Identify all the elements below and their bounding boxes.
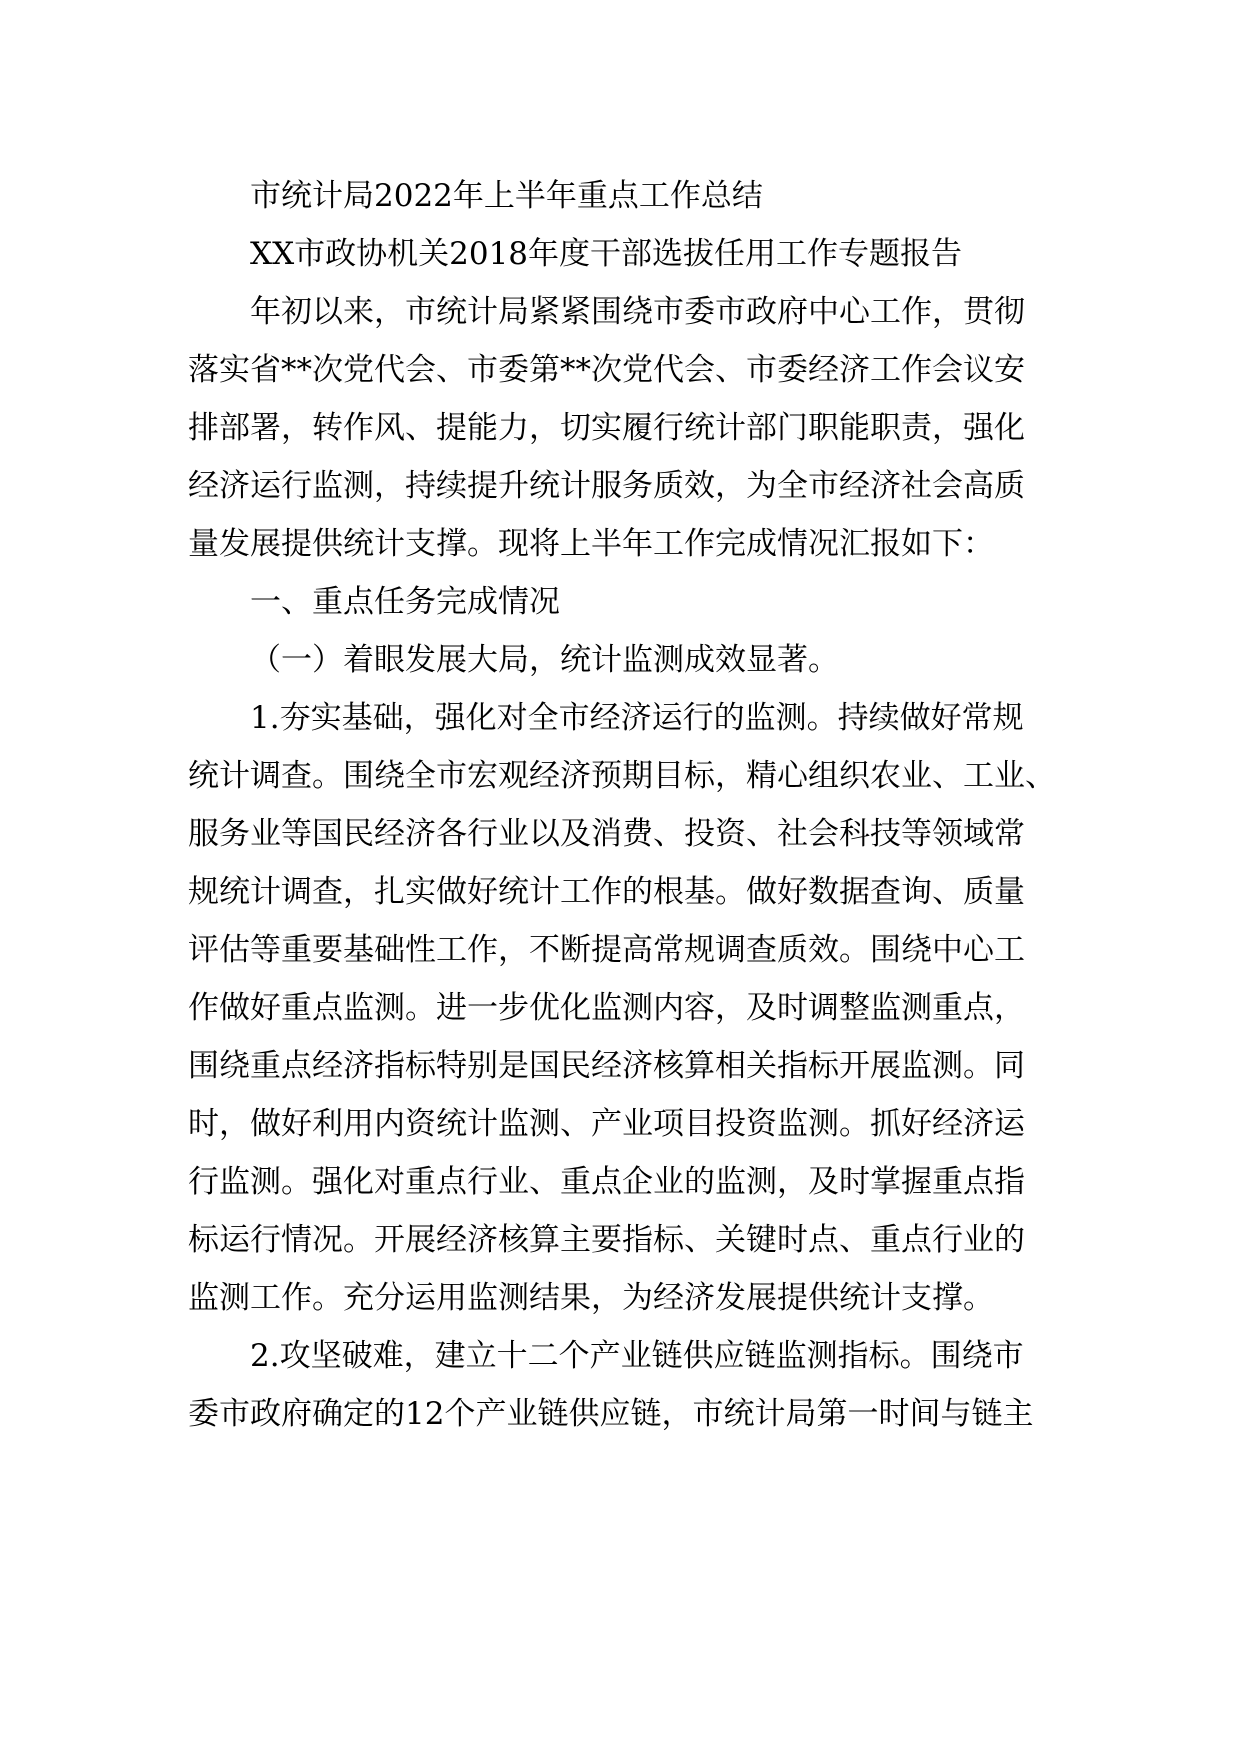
paragraph-item1-line: 统计调查。围绕全市宏观经济预期目标，精心组织农业、工业、 (188, 758, 1056, 794)
paragraph-item1-line: 规统计调查，扎实做好统计工作的根基。做好数据查询、质量 (188, 874, 1025, 910)
paragraph-item2-line: 委市政府确定的12个产业链供应链，市统计局第一时间与链主 (188, 1396, 1034, 1432)
document-title: 市统计局2022年上半年重点工作总结 (250, 178, 763, 214)
paragraph-intro-line: 年初以来，市统计局紧紧围绕市委市政府中心工作，贯彻 (250, 294, 1025, 330)
paragraph-item1-line: 监测工作。充分运用监测结果，为经济发展提供统计支撑。 (188, 1280, 994, 1316)
paragraph-item1-line: 服务业等国民经济各行业以及消费、投资、社会科技等领域常 (188, 816, 1025, 852)
paragraph-intro-line: 落实省**次党代会、市委第**次党代会、市委经济工作会议安 (188, 352, 1025, 388)
paragraph-item1-line: 时，做好利用内资统计监测、产业项目投资监测。抓好经济运 (188, 1106, 1025, 1142)
paragraph-item1-line: 1.夯实基础，强化对全市经济运行的监测。持续做好常规 (250, 700, 1024, 736)
paragraph-item1-line: 作做好重点监测。进一步优化监测内容，及时调整监测重点， (188, 990, 1025, 1026)
paragraph-intro-line: 量发展提供统计支撑。现将上半年工作完成情况汇报如下： (188, 526, 994, 562)
paragraph-item1-line: 标运行情况。开展经济核算主要指标、关键时点、重点行业的 (188, 1222, 1025, 1258)
paragraph-intro-line: 经济运行监测，持续提升统计服务质效，为全市经济社会高质 (188, 468, 1025, 504)
document-subtitle: XX市政协机关2018年度干部选拔任用工作专题报告 (250, 236, 963, 272)
paragraph-intro-line: 排部署，转作风、提能力，切实履行统计部门职能职责，强化 (188, 410, 1025, 446)
paragraph-item2-line: 2.攻坚破难，建立十二个产业链供应链监测指标。围绕市 (250, 1338, 1024, 1374)
paragraph-item1-line: 行监测。强化对重点行业、重点企业的监测，及时掌握重点指 (188, 1164, 1025, 1200)
subsection-heading: （一）着眼发展大局，统计监测成效显著。 (250, 642, 839, 678)
paragraph-item1-line: 评估等重要基础性工作，不断提高常规调查质效。围绕中心工 (188, 932, 1025, 968)
paragraph-item1-line: 围绕重点经济指标特别是国民经济核算相关指标开展监测。同 (188, 1048, 1025, 1084)
section-heading: 一、重点任务完成情况 (250, 584, 560, 620)
